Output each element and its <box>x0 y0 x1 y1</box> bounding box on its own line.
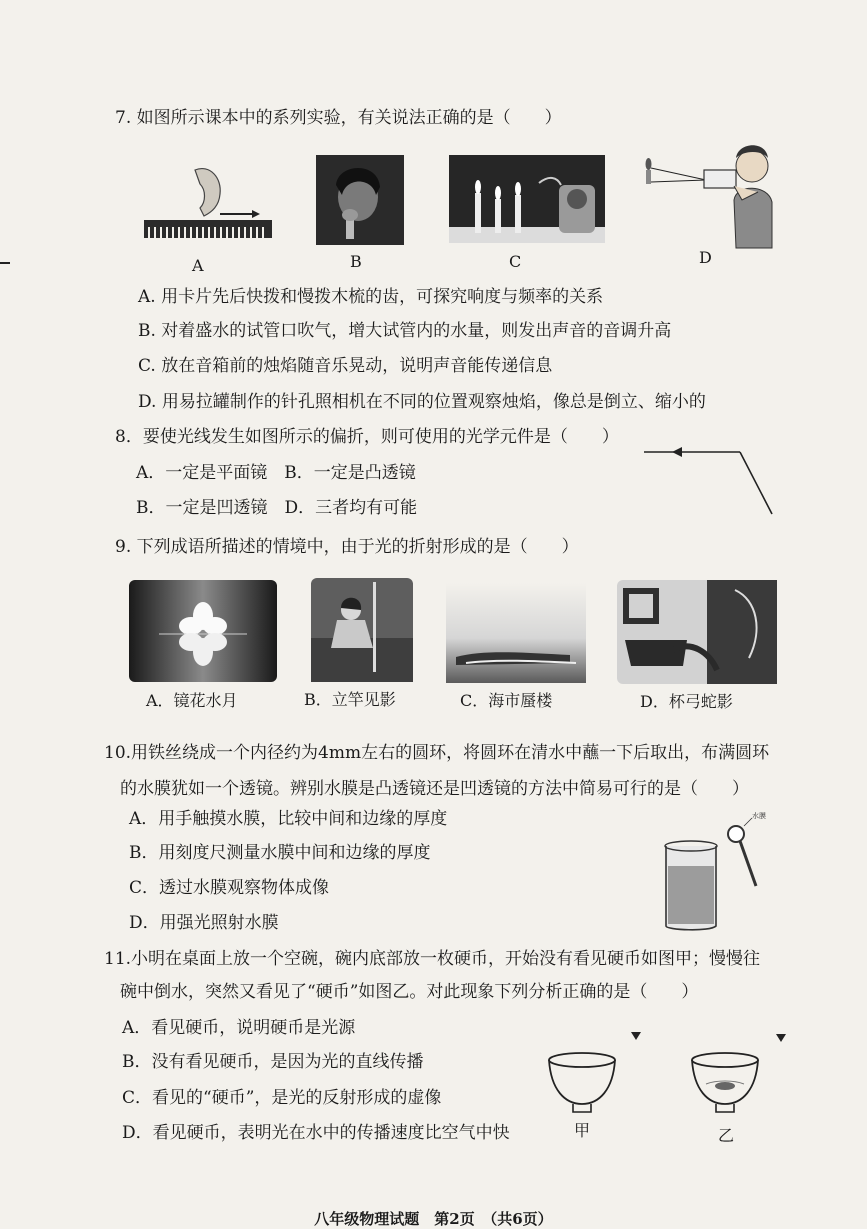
margin-mark <box>0 262 10 264</box>
q11-stem-line2: 碗中倒水，突然又看见了“硬币”如图乙。对此现象下列分析正确的是（ ） <box>120 982 699 1002</box>
q11-option-c: C．看见的“硬币”，是光的反射形成的虚像 <box>122 1088 442 1108</box>
q10-option-d: D．用强光照射水膜 <box>129 913 279 933</box>
q9-image-mirage <box>446 583 586 683</box>
q11-option-a: A．看见硬币，说明硬币是光源 <box>122 1018 356 1038</box>
q11-label-jia: 甲 <box>574 1121 591 1140</box>
q11-option-b: B．没有看见硬币，是因为光的直线传播 <box>122 1052 424 1072</box>
q9-image-bow-in-cup <box>617 580 777 684</box>
q8-options-row2: B．一定是凹透镜 D．三者均有可能 <box>136 498 418 518</box>
q7-option-c: C. 放在音箱前的烛焰随音乐晃动，说明声音能传递信息 <box>138 356 553 376</box>
q7-label-d: D <box>699 248 712 267</box>
eye-icon <box>776 1034 786 1042</box>
q10-water-film-note: 水膜 <box>752 812 766 820</box>
q9-caption-c: C．海市蜃楼 <box>460 691 553 710</box>
q11-bowl-yi-figure <box>688 1028 798 1128</box>
q11-label-yi: 乙 <box>718 1126 735 1145</box>
q10-option-b: B．用刻度尺测量水膜中间和边缘的厚度 <box>129 843 431 863</box>
q9-caption-a: A．镜花水月 <box>146 691 238 710</box>
q7-option-b: B. 对着盛水的试管口吹气，增大试管内的水量，则发出声音的音调升高 <box>138 321 672 341</box>
q7-label-b: B <box>350 252 362 271</box>
q7-label-c: C <box>509 252 522 271</box>
eye-icon <box>631 1032 641 1040</box>
page-footer: 八年级物理试题 第2页 （共6页） <box>314 1210 553 1228</box>
q7-figure-a-comb <box>140 160 275 245</box>
q7-figure-d-pinhole-camera <box>640 140 775 250</box>
q10-stem-line1: 10.用铁丝绕成一个内径约为4mm左右的圆环，将圆环在清水中蘸一下后取出，布满圆环 <box>104 743 770 763</box>
q7-figure-b-girl-blowing <box>316 155 404 245</box>
q11-bowl-jia-figure <box>545 1028 655 1128</box>
q8-stem: 8．要使光线发生如图所示的偏折，则可使用的光学元件是（ ） <box>115 427 619 447</box>
q9-caption-d: D．杯弓蛇影 <box>640 692 733 711</box>
coin-icon <box>715 1082 735 1090</box>
q10-beaker-wire-loop-figure <box>660 810 770 932</box>
q9-image-pole-shadow <box>311 578 413 682</box>
q7-option-a: A. 用卡片先后快拨和慢拨木梳的齿，可探究响度与频率的关系 <box>138 287 604 307</box>
q9-caption-b: B．立竿见影 <box>304 690 396 709</box>
q7-stem: 7. 如图所示课本中的系列实验，有关说法正确的是（ ） <box>115 108 562 128</box>
q7-option-d: D. 用易拉罐制作的针孔照相机在不同的位置观察烛焰，像总是倒立、缩小的 <box>138 392 706 412</box>
q7-label-a: A <box>192 256 204 275</box>
q8-options-row1: A．一定是平面镜 B．一定是凸透镜 <box>136 463 416 483</box>
q7-figure-c-candles-speaker <box>449 155 605 243</box>
q10-stem-line2: 的水膜犹如一个透镜。辨别水膜是凸透镜还是凹透镜的方法中简易可行的是（ ） <box>120 779 749 799</box>
q10-option-c: C．透过水膜观察物体成像 <box>129 878 330 898</box>
q11-option-d: D．看见硬币，表明光在水中的传播速度比空气中快 <box>122 1123 510 1143</box>
q11-stem-line1: 11.小明在桌面上放一个空碗，碗内底部放一枚硬币，开始没有看见硬币如图甲；慢慢往 <box>104 949 761 969</box>
q9-image-mirror-flower <box>129 580 277 682</box>
q9-stem: 9. 下列成语所描述的情境中，由于光的折射形成的是（ ） <box>115 537 579 557</box>
q10-option-a: A．用手触摸水膜，比较中间和边缘的厚度 <box>129 809 448 829</box>
q8-light-deflection-diagram <box>642 436 777 518</box>
